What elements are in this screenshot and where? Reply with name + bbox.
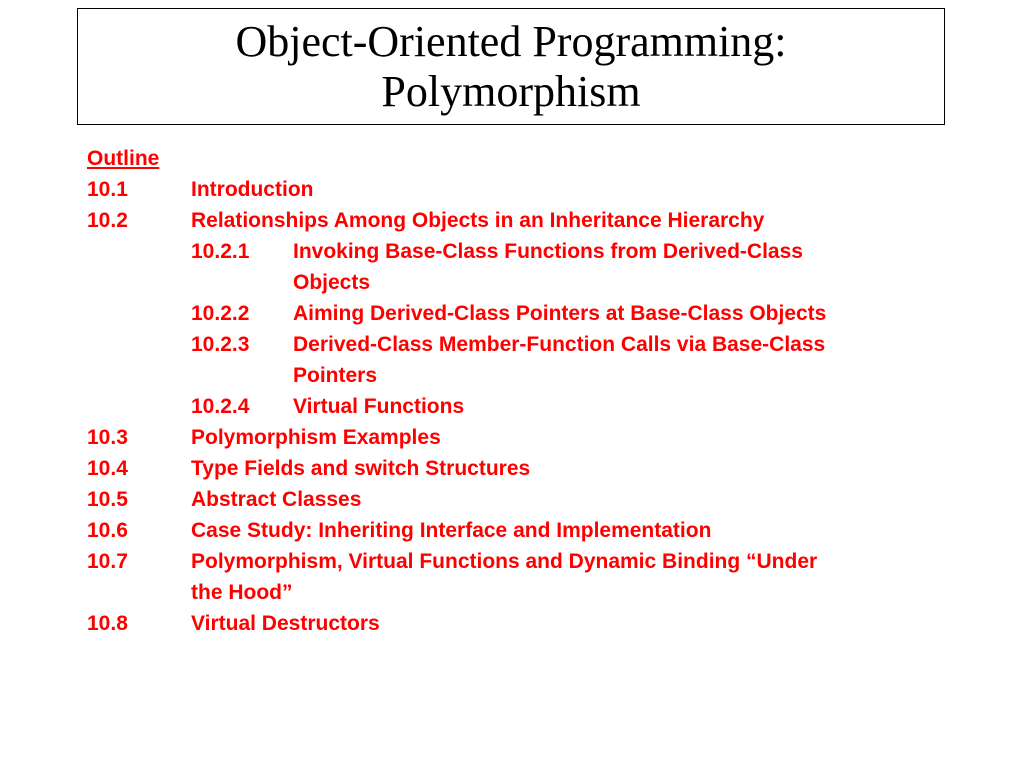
- outline-indent: [87, 298, 191, 329]
- outline-subitem-10-2-4: [87, 391, 987, 422]
- outline-item-number: 10.2: [87, 209, 128, 232]
- outline-indent: [87, 391, 191, 422]
- outline-item-text-cont: the Hood”: [191, 581, 293, 604]
- slide-title-line-1: Object-Oriented Programming:: [235, 16, 787, 66]
- outline-item-number: 10.7: [87, 550, 128, 573]
- outline-subitem-text: Aiming Derived-Class Pointers at Base-Class Objects: [293, 302, 827, 325]
- outline-item-number: 10.5: [87, 488, 128, 511]
- outline-subitem-10-2-2: [87, 298, 987, 329]
- outline-subitem-text: Virtual Functions: [293, 395, 465, 418]
- outline-item-text: Introduction: [191, 178, 314, 201]
- outline-subitem-text-cont: Pointers: [293, 364, 378, 387]
- outline-item-10-7: [87, 546, 987, 577]
- outline-indent: [87, 267, 293, 298]
- outline-item-text: Type Fields and switch Structures: [191, 457, 531, 480]
- outline-item-number: 10.4: [87, 457, 128, 480]
- outline-item-10-3: [87, 422, 987, 453]
- outline-item-10-1: [87, 174, 987, 205]
- outline-subitem-10-2-3: [87, 329, 987, 360]
- outline-item-text: Polymorphism Examples: [191, 426, 441, 449]
- outline-subitem-number: 10.2.4: [191, 395, 250, 418]
- outline-indent: [87, 360, 293, 391]
- outline-subitem-10-2-1: [87, 236, 987, 267]
- outline-indent: [87, 236, 191, 267]
- outline-subitem-continuation: [87, 267, 987, 298]
- outline-subitem-continuation: [87, 360, 987, 391]
- outline-subitem-number: 10.2.1: [191, 240, 250, 263]
- outline-item-10-2: [87, 205, 987, 236]
- outline-item-text: Case Study: Inheriting Interface and Implementation: [191, 519, 712, 542]
- outline-subitem-text: Invoking Base-Class Functions from Derived-Class: [293, 240, 803, 263]
- outline-subitem-number: 10.2.2: [191, 302, 250, 325]
- outline-item-text: Relationships Among Objects in an Inheritance Hierarchy: [191, 209, 765, 232]
- outline-subitem-text-cont: Objects: [293, 271, 371, 294]
- outline-item-number: 10.1: [87, 178, 128, 201]
- outline-item-text: Polymorphism, Virtual Functions and Dynamic Binding “Under: [191, 550, 818, 573]
- outline-item-10-6: [87, 515, 987, 546]
- slide-title-line-2: Polymorphism: [381, 66, 641, 116]
- outline-subitem-text: Derived-Class Member-Function Calls via Base-Class: [293, 333, 826, 356]
- outline-item-10-4: [87, 453, 987, 484]
- outline-heading: Outline: [87, 147, 160, 170]
- outline-indent: [87, 577, 191, 608]
- outline-item-text: Virtual Destructors: [191, 612, 380, 635]
- outline-item-10-8: [87, 608, 987, 639]
- outline-item-number: 10.3: [87, 426, 128, 449]
- outline-indent: [87, 329, 191, 360]
- outline-list: [87, 143, 987, 639]
- outline-item-number: 10.6: [87, 519, 128, 542]
- outline-item-continuation: [87, 577, 987, 608]
- outline-item-number: 10.8: [87, 612, 128, 635]
- outline-item-text: Abstract Classes: [191, 488, 362, 511]
- outline-subitem-number: 10.2.3: [191, 333, 250, 356]
- slide-title-box: [77, 8, 945, 125]
- outline-item-10-5: [87, 484, 987, 515]
